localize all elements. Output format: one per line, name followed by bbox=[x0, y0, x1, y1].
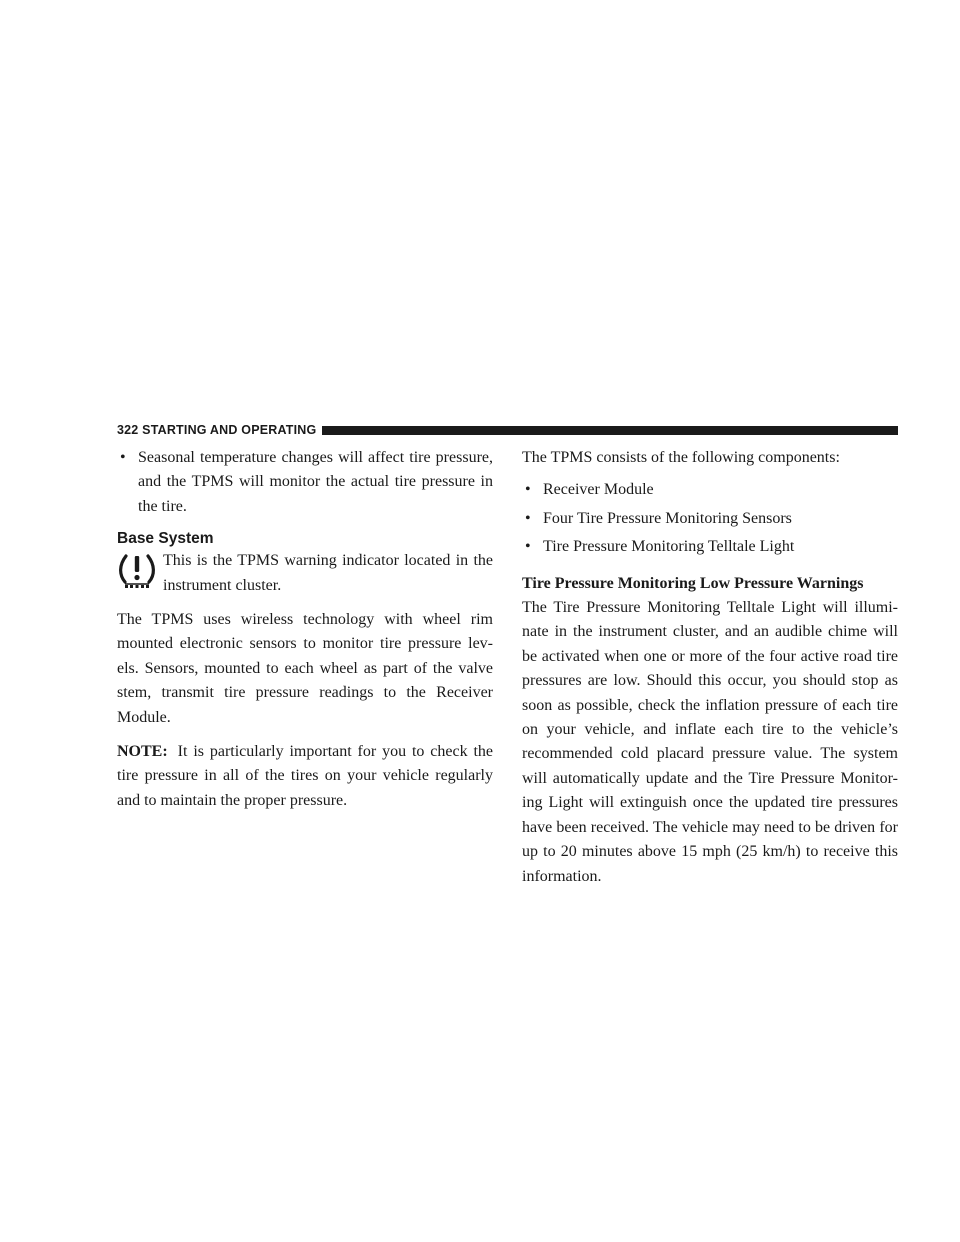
list-item bbox=[522, 507, 898, 531]
bullet-text: Seasonal temperature changes will affect tire pressure, and the TPMS will monitor the actual tire pressure in the tire. bbox=[138, 449, 493, 515]
page-header-label bbox=[117, 423, 316, 437]
component-telltale-light: Tire Pressure Monitoring Telltale Light bbox=[543, 538, 795, 556]
section-heading-base-system: Base System bbox=[117, 530, 214, 548]
components-intro: The TPMS consists of the following components: bbox=[522, 449, 840, 466]
section-heading-low-pressure: Tire Pressure Monitoring Low Pressure Warnings bbox=[522, 574, 864, 592]
section-title: STARTING AND OPERATING bbox=[142, 423, 317, 437]
indicator-description: This is the TPMS warning indicator located in the instrument cluster. bbox=[163, 552, 493, 594]
note-label: NOTE: bbox=[117, 743, 168, 761]
left-column bbox=[117, 446, 493, 813]
bullet-dot: • bbox=[525, 481, 531, 499]
bullet-dot: • bbox=[525, 538, 531, 556]
bullet-item bbox=[117, 446, 493, 519]
component-receiver-module: Receiver Module bbox=[543, 481, 654, 499]
indicator-row bbox=[117, 549, 493, 598]
tpms-warning-icon bbox=[117, 551, 157, 591]
paragraph-tpms-technology: The TPMS uses wireless technology with wheel rim mounted electronic sensors to monitor tire pressure lev-els. Sensors, mounted to each wheel as part of the valve stem, transmit tire pressure readings to the Receiver Module. bbox=[117, 611, 493, 726]
bullet-dot: • bbox=[525, 509, 531, 527]
note-text: It is particularly important for you to check the tire pressure in all of the tires on your vehicle regularly and to maintain the proper pressure. bbox=[117, 743, 493, 809]
page-header bbox=[117, 422, 898, 438]
right-column bbox=[522, 446, 898, 889]
component-sensors: Four Tire Pressure Monitoring Sensors bbox=[543, 509, 792, 527]
list-item bbox=[522, 478, 898, 502]
bullet-dot: • bbox=[120, 449, 126, 466]
header-rule bbox=[322, 426, 898, 435]
note-paragraph bbox=[117, 740, 493, 813]
paragraph-low-pressure: The Tire Pressure Monitoring Telltale Light will illumi-nate in the instrument cluster, and an audible chime will be activated when one or more of the four active road tire pressures are low. Should this occur, you should stop as soon as possible, check the inflation pressure of each tire on your vehicle, and inflate each tire to the vehicle’s recommended cold placard pressure value. The system will automatically update and the Tire Pressure Monitor-ing Light will extinguish once the updated tire pressures have been received. The vehicle may need to be driven for up to 20 minutes above 15 mph (25 km/h) to receive this information. bbox=[522, 599, 898, 885]
page-number: 322 bbox=[117, 423, 139, 437]
list-item bbox=[522, 535, 898, 559]
